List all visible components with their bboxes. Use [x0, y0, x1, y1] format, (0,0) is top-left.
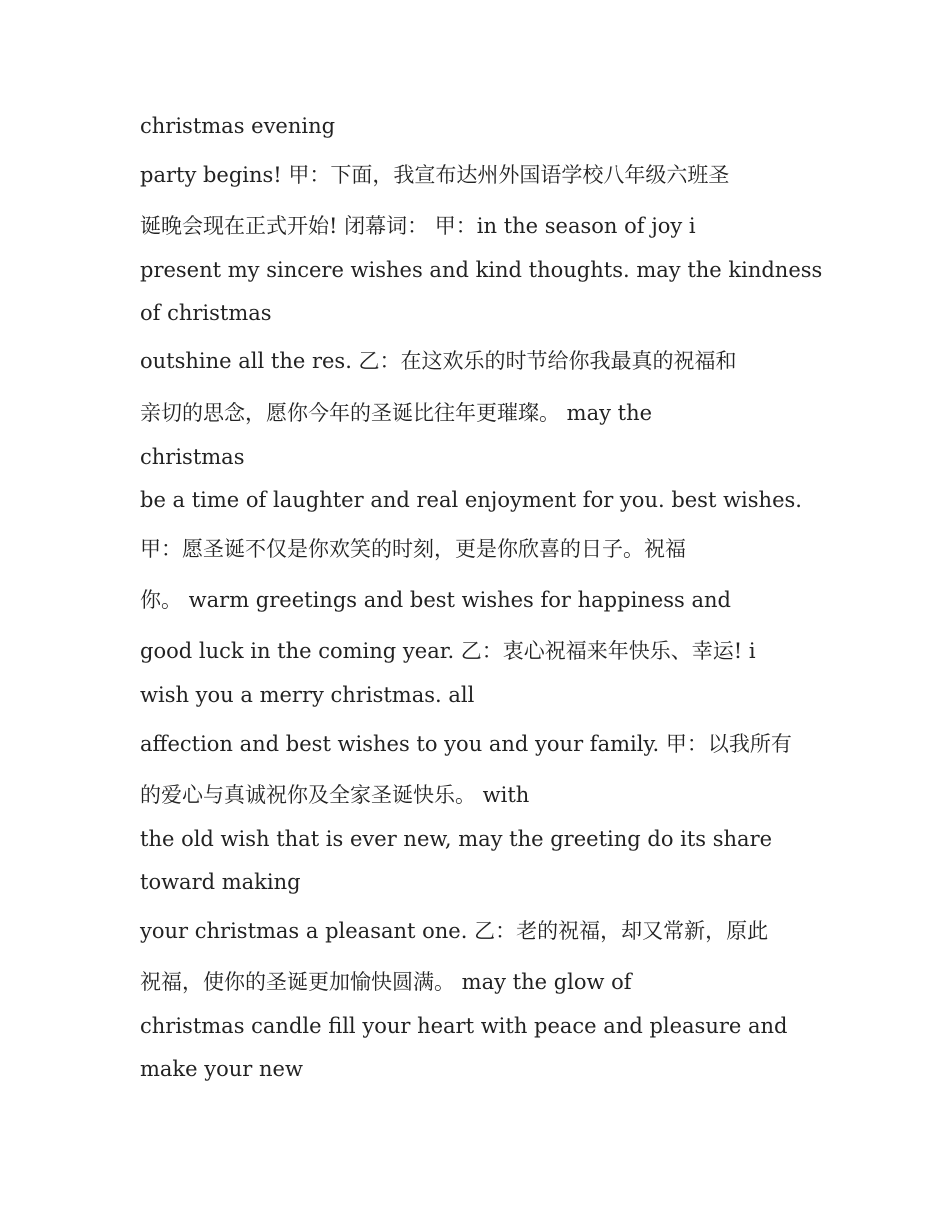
text-line: present my sincere wishes and kind thoughts. may the kindness	[140, 258, 823, 282]
text-line: 你。 warm greetings and best wishes for happiness and	[140, 588, 731, 612]
text-line: good luck in the coming year. 乙：衷心祝福来年快乐、幸运! i	[140, 639, 756, 663]
text-line: 的爱心与真诚祝你及全家圣诞快乐。 with	[140, 783, 530, 807]
text-line: wish you a merry christmas. all	[140, 683, 475, 707]
text-line: the old wish that is ever new, may the greeting do its share	[140, 827, 773, 851]
text-line: christmas evening	[140, 114, 336, 138]
text-line: outshine all the res. 乙：在这欢乐的时节给你我最真的祝福和	[140, 349, 737, 373]
text-line: christmas	[140, 445, 245, 469]
text-line: party begins! 甲：下面，我宣布达州外国语学校八年级六班圣	[140, 163, 730, 187]
text-line: affection and best wishes to you and your family. 甲：以我所有	[140, 732, 792, 756]
text-line: toward making	[140, 870, 301, 894]
text-line: 诞晚会现在正式开始! 闭幕词： 甲：in the season of joy i	[140, 214, 696, 238]
text-line: 亲切的思念，愿你今年的圣诞比往年更璀璨。 may the	[140, 401, 653, 425]
text-line: of christmas	[140, 301, 272, 325]
text-line: 甲：愿圣诞不仅是你欢笑的时刻，更是你欣喜的日子。祝福	[140, 537, 686, 561]
text-line: christmas candle fill your heart with peace and pleasure and	[140, 1014, 788, 1038]
text-line: be a time of laughter and real enjoyment for you. best wishes.	[140, 488, 802, 512]
text-line: make your new	[140, 1057, 303, 1081]
text-line: your christmas a pleasant one. 乙：老的祝福，却又常新，原此	[140, 919, 769, 943]
text-line: 祝福，使你的圣诞更加愉快圆满。 may the glow of	[140, 970, 632, 994]
